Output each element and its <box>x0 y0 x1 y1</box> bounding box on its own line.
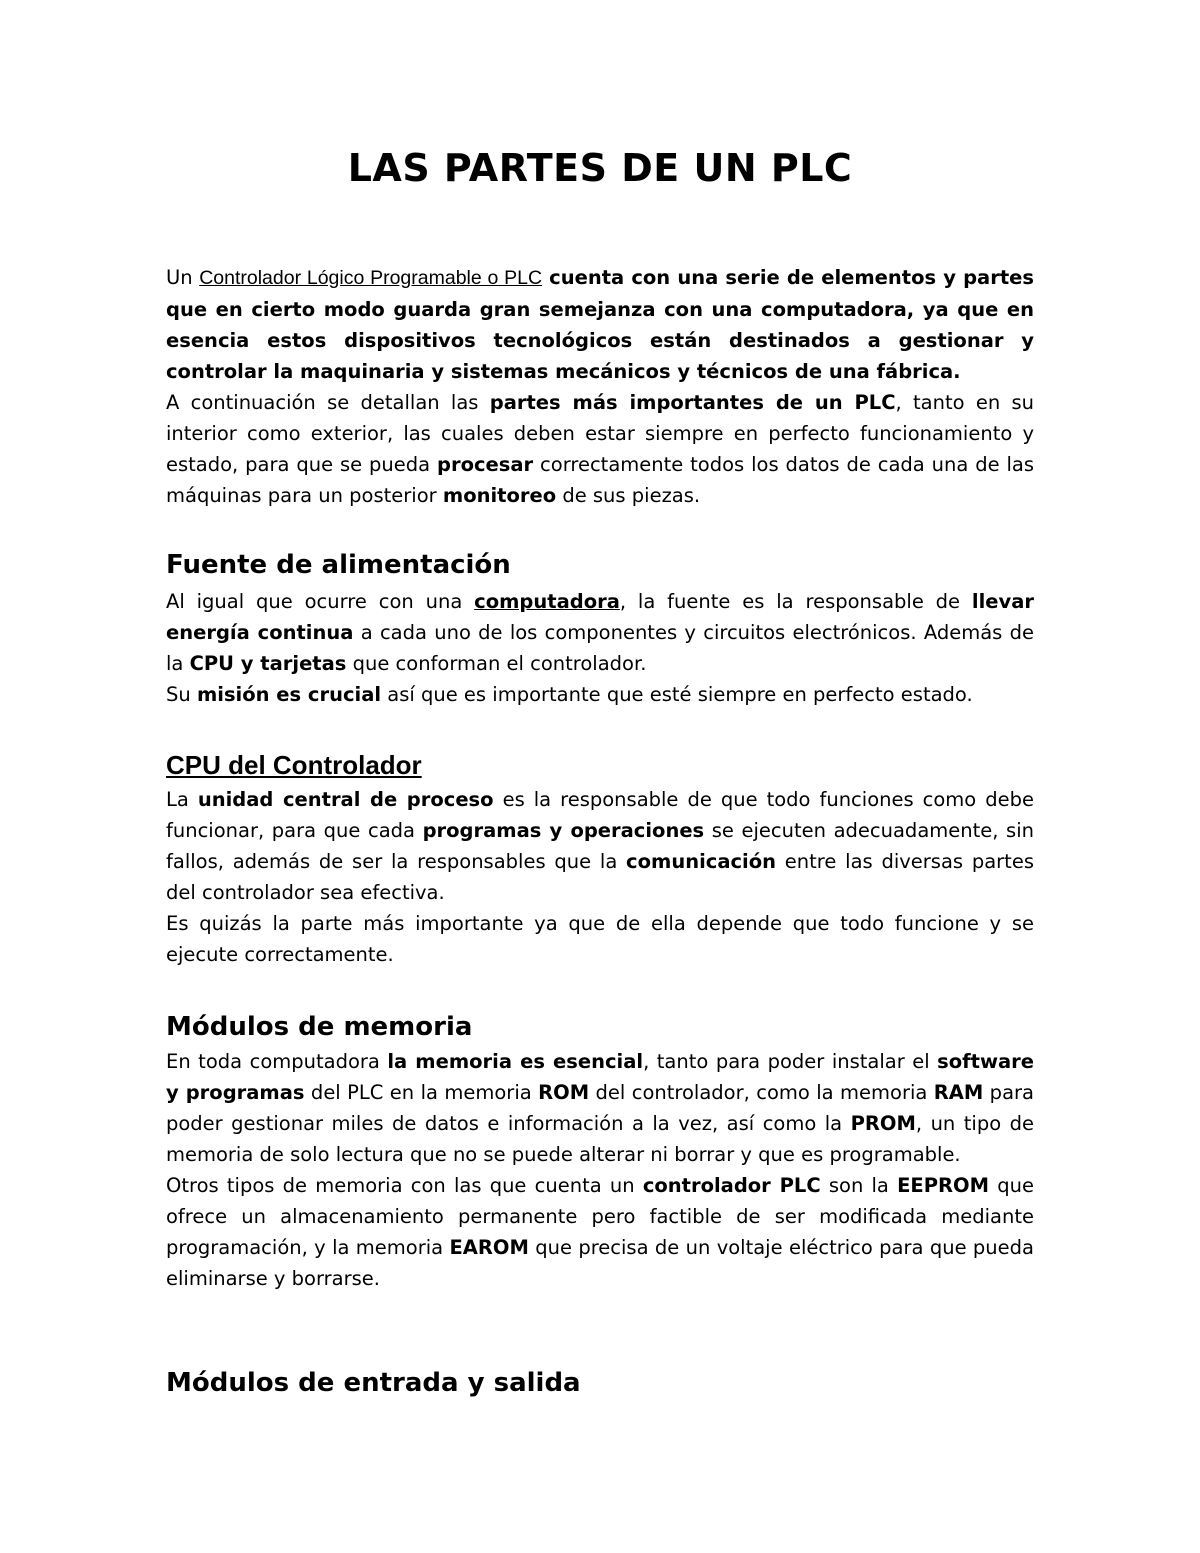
text-run: del controlador, como la memoria <box>589 1081 934 1104</box>
text-run: de sus piezas. <box>556 484 701 507</box>
text-run: correctamente todos los datos de cada una de las máquinas para un posterior <box>166 453 1034 507</box>
text-run: , la fuente es la responsable de <box>619 590 972 613</box>
bold-run: ROM <box>538 1081 590 1104</box>
bold-run: controlador PLC <box>642 1174 821 1197</box>
text-run: , un tipo de memoria de solo lectura que no se puede alterar ni borrar y que es programable. <box>166 1112 1034 1166</box>
text-run: del PLC en la memoria <box>304 1081 539 1104</box>
intro-paragraph-1 <box>166 262 1034 387</box>
text-run: , tanto para poder instalar el <box>643 1050 938 1073</box>
bold-run: CPU y tarjetas <box>189 652 347 675</box>
text-run: En toda computadora <box>166 1050 388 1073</box>
bold-run: EAROM <box>449 1236 529 1259</box>
text-run: a cada uno de los componentes y circuitos electrónicos. Además de la <box>166 621 1034 675</box>
heading-modulos-entrada-salida: Módulos de entrada y salida <box>166 1368 581 1398</box>
bold-run: unidad central de proceso <box>197 788 494 811</box>
intro-paragraph-2 <box>166 387 1034 511</box>
text-run: , tanto en su interior como exterior, las cuales deben estar siempre en perfecto funcionamiento y estado, para que se pueda <box>166 391 1034 476</box>
text-run: que precisa de un voltaje eléctrico para que pueda eliminarse y borrarse. <box>166 1236 1034 1290</box>
heading-modulos-memoria: Módulos de memoria <box>166 1012 473 1042</box>
text-run: entre las diversas partes del controlador sea efectiva. <box>166 850 1034 904</box>
text-run: La <box>166 788 198 811</box>
text-run: Al igual que ocurre con una <box>166 590 475 613</box>
text-run: A continuación se detallan las <box>166 391 490 414</box>
bold-run: partes más importantes de un PLC <box>489 391 896 414</box>
bold-run: software y programas <box>166 1050 1034 1104</box>
plc-link[interactable]: Controlador Lógico Programable o PLC <box>199 267 543 289</box>
heading-cpu-controlador: CPU del Controlador <box>166 750 422 780</box>
heading-fuente-alimentacion: Fuente de alimentación <box>166 550 511 580</box>
bold-run: EEPROM <box>897 1174 990 1197</box>
bold-run: programas y operaciones <box>422 819 705 842</box>
fuente-section-body <box>166 586 1034 710</box>
bold-run: procesar <box>437 453 534 476</box>
intro-section <box>166 262 1034 511</box>
text-run: es la responsable de que todo funciones como debe funcionar, para que cada <box>166 788 1034 842</box>
cpu-paragraph-1 <box>166 784 1034 908</box>
text-run: Su <box>166 683 197 706</box>
intro-bold-text: cuenta con una serie de elementos y partes que en cierto modo guarda gran semejanza con una computadora, ya que en esencia estos dispositivos tecnológicos están destinados a gestionar y controlar la maquinaria y sistemas mecánicos y técnicos de una fábrica. <box>166 266 1034 383</box>
cpu-section-body <box>166 784 1034 970</box>
bold-run: RAM <box>933 1081 984 1104</box>
text-run: que ofrece un almacenamiento permanente pero factible de ser modificada mediante programación, y la memoria <box>166 1174 1034 1259</box>
fuente-paragraph-1 <box>166 586 1034 679</box>
bold-run: monitoreo <box>442 484 557 507</box>
bold-run: misión es crucial <box>196 683 382 706</box>
bold-run: comunicación <box>626 850 777 873</box>
memoria-paragraph-1 <box>166 1046 1034 1170</box>
text-run: se ejecuten adecuadamente, sin fallos, además de ser la responsables que la <box>166 819 1034 873</box>
cpu-paragraph-2: Es quizás la parte más importante ya que de ella depende que todo funcione y se ejecute correctamente. <box>166 912 1034 966</box>
bold-run: la memoria es esencial <box>387 1050 644 1073</box>
bold-run: llevar energía continua <box>166 590 1035 644</box>
bold-run: PROM <box>850 1112 916 1135</box>
text-run: así que es importante que esté siempre en perfecto estado. <box>381 683 973 706</box>
page-title: LAS PARTES DE UN PLC <box>347 146 853 190</box>
text-run: para poder gestionar miles de datos e información a la vez, así como la <box>166 1081 1034 1135</box>
intro-lead: Un <box>166 266 200 289</box>
fuente-paragraph-2 <box>166 679 1034 710</box>
text-run: Otros tipos de memoria con las que cuenta un <box>166 1174 643 1197</box>
text-run: que conforman el controlador. <box>346 652 647 675</box>
computadora-link[interactable]: computadora <box>474 590 620 613</box>
text-run: son la <box>820 1174 898 1197</box>
memoria-paragraph-2 <box>166 1170 1034 1294</box>
memoria-section-body <box>166 1046 1034 1294</box>
